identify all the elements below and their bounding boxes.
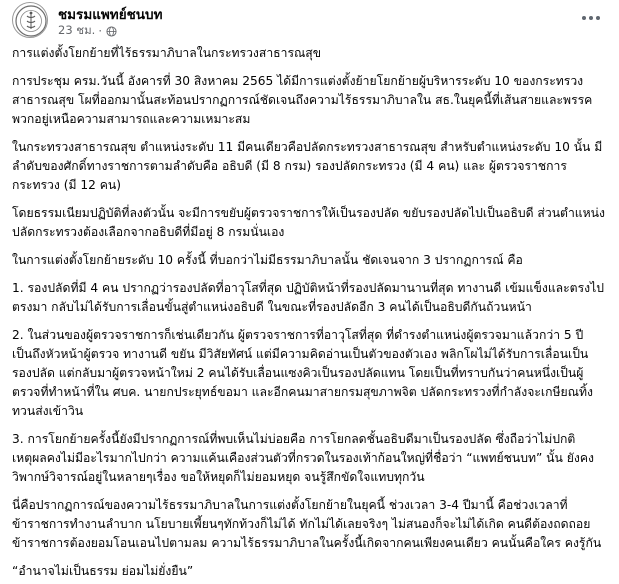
more-options-dot [596,16,600,20]
more-options-dot [589,16,593,20]
post-meta [58,22,117,40]
more-options-button[interactable] [579,8,603,28]
post-closing-quote: “อำนาจไม่เป็นธรรม ย่อมไม่ยั่งยืน” [12,564,194,578]
post-paragraph: ในการแต่งตั้งโยกย้ายระดับ 10 ครั้งนี้ ที่บอกว่าไม่มีธรรมาภิบาลนั้น ชัดเจนจาก 3 ปรากฏการณ์ คือ [12,253,523,267]
post-title: การแต่งตั้งโยกย้ายที่ไร้ธรรมาภิบาลในกระทรวงสาธารณสุข [12,46,322,60]
post-paragraph: 3. การโยกย้ายครั้งนี้ยังมีปรากฏการณ์ที่พบเห็นไม่บ่อยคือ การโยกลดชั้นอธิบดีมาเป็นรองปลัด ซึ่งถือว่าไม่ปกติ เหตุผลคงไม่มีอะไรมากไปกว่า ความแค้นเคืองส่วนตัวที่กรวดในรองเท้าก้อนใหญ่ที่ชื่อว่า “แพทย์ชนบท” นั้น ยังคงวิพากษ์วิจารณ์อยู่ในหลายๆเรื่อง ขอให้หยุดก็ไม่ยอมหยุด จนรู้สึกขัดใจแทบทุกวัน [12,432,594,484]
post-paragraph: 1. รองปลัดที่มี 4 คน ปรากฏว่ารองปลัดที่อาวุโสที่สุด ปฏิบัติหน้าที่รองปลัดมานานที่สุด ทางานดี เข้มแข็งและตรงไปตรงมา กลับไม่ได้รับการเลื่อนขั้นสู่ตำแหน่งอธิบดี ในขณะที่รองปลัดอีก 3 คนได้เป็นอธิบดีกันถ้วนหน้า [12,281,604,314]
post-paragraph: ในกระทรวงสาธารณสุข ตำแหน่งระดับ 11 มีคนเดียวคือปลัดกระทรวงสาธารณสุข สำหรับตำแหน่งระดับ 10 นั้น มีลำดับของศักดิ์ทางราชการตามลำดับคือ อธิบดี (มี 8 กรม) รองปลัดกระทรวง (มี 4 คน) และ ผู้ตรวจราชการกระทรวง (มี 12 คน) [12,140,603,192]
post-paragraph: 2. ในส่วนของผู้ตรวจราชการก็เช่นเดียวกัน ผู้ตรวจราชการที่อาวุโสที่สุด ที่ดำรงตำแหน่งผู้ตรวจมาแล้วกว่า 5 ปี เป็นถึงหัวหน้าผู้ตรวจ ทางานดี ขยัน มีวิสัยทัศน์ แต่มีความคิดอ่านเป็นตัวของตัวเอง พลิกโผไม่ได้รับการเลื่อนเป็นรองปลัด แต่กลับมาผู้ตรวจหน้าใหม่ 2 คนได้รับเลื่อนแซงคิวเป็นรองปลัดแทน โดยเป็นที่ทราบกันว่าคนหนึ่งเป็นผู้ตรวจที่ทำหน้าที่ใน ศบค. นายกประยุทธ์ขอมา และอีกคนมาสายกรมสุขภาพจิต ปลัดกระทรวงที่กำลังจะเกษียณทิ้งทวนส่งเข้าวิน [12,328,593,418]
globe-icon [106,26,117,37]
post-body [12,44,607,581]
club-logo-avatar[interactable] [12,2,48,38]
author-name[interactable]: ชมรมแพทย์ชนบท [58,7,163,23]
post-time[interactable]: 23 ชม. [58,23,96,37]
post-paragraph: นี่คือปรากฏการณ์ของความไร้ธรรมาภิบาลในการแต่งตั้งโยกย้ายในยุคนี้ ช่วงเวลา 3-4 ปีมานี้ คือช่วงเวลาที่ข้าราชการทำงานลำบาก นโยบายเพี้ยนๆทักท้วงก็ไม่ได้ ทักไม่ได้เลยจริงๆ ไม่สนองก็จะไม่ได้เกิด คนดีต้องถดถอย ข้าราชการต้องยอมโอนเอนไปตามลม ความไร้ธรรมาภิบาลในครั้งนี้เกิดจากคนเพียงคนเดียว คนนั้นคือใคร คงรู้กัน [12,498,602,550]
more-options-icon [582,16,586,20]
meta-separator: · [98,24,102,38]
post-paragraph: โดยธรรมเนียมปฏิบัติที่ลงตัวนั้น จะมีการขยับผู้ตรวจราชการให้เป็นรองปลัด ขยับรองปลัดไปเป็นอธิบดี ส่วนตำแหน่งปลัดกระทรวงต้องเลือกจากอธิบดีที่มีอยู่ 8 กรมนั่นเอง [12,206,605,239]
post-paragraph: การประชุม ครม.วันนี้ อังคารที่ 30 สิงหาคม 2565 ได้มีการแต่งตั้งย้ายโยกย้ายผู้บริหารระดับ 10 ของกระทรวงสาธารณสุข โผที่ออกมานั้นสะท้อนปรากฏการณ์ชัดเจนถึงความไร้ธรรมาภิบาลใน สธ.ในยุคนี้ที่เส้นสายและพรรคพวกอยู่เหนือความสามารถและความเหมาะสม [12,74,593,126]
club-logo-icon [13,3,48,38]
post-header [12,2,607,42]
